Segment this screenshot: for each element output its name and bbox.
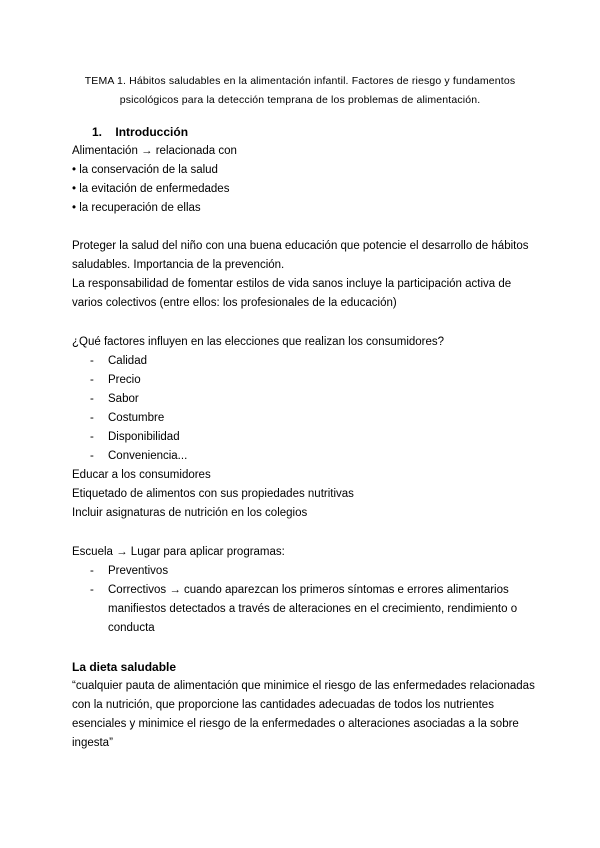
factor-label: Disponibilidad [108, 431, 180, 443]
factor-label: Sabor [108, 393, 139, 405]
document-title [70, 72, 530, 110]
bullet-item: • la conservación de la salud [72, 164, 218, 176]
section-number: 1. [92, 125, 103, 139]
title-line-1: TEMA 1. Hábitos saludables en la alimentación infantil. Factores de riesgo y fundamentos [84, 75, 516, 87]
factor-label: Precio [108, 374, 141, 386]
paragraph-line: saludables. Importancia de la prevención. [72, 259, 285, 271]
school-item-label: Correctivos → cuando aparezcan los primeros síntomas e errores alimentarios [108, 584, 509, 596]
quote-line: “cualquier pauta de alimentación que minimice el riesgo de las enfermedades relacionadas [72, 680, 535, 692]
quote-line: esenciales y minimice el riesgo de la enfermedades o alteraciones asociadas a la sobre [72, 718, 519, 730]
section-heading-introduccion [92, 125, 188, 139]
school-item-label: manifiestos detectados a través de alteraciones en el crecimiento, rendimiento o [108, 603, 518, 615]
section-heading-dieta: La dieta saludable [72, 660, 177, 674]
dash-marker: - [90, 584, 94, 596]
intro-line: Alimentación → relacionada con [72, 145, 237, 157]
dash-marker: - [90, 450, 94, 462]
title-line-2: psicológicos para la detección temprana de los problemas de alimentación. [119, 94, 481, 106]
school-item-label: Preventivos [108, 565, 169, 577]
dash-marker: - [90, 565, 94, 577]
dash-marker: - [90, 355, 94, 367]
action-line: Incluir asignaturas de nutrición en los colegios [72, 507, 308, 519]
factor-label: Costumbre [108, 412, 165, 424]
dash-marker: - [90, 393, 94, 405]
dash-marker: - [90, 431, 94, 443]
factor-label: Conveniencia... [108, 450, 188, 462]
dash-marker: - [90, 374, 94, 386]
bullet-item: • la evitación de enfermedades [72, 183, 230, 195]
question-line: ¿Qué factores influyen en las elecciones que realizan los consumidores? [72, 336, 445, 348]
paragraph-line: Proteger la salud del niño con una buena educación que potencie el desarrollo de hábitos [72, 240, 529, 252]
bullet-item: • la recuperación de ellas [72, 202, 201, 214]
quote-line: ingesta” [72, 737, 113, 749]
section-heading-text: Introducción [115, 125, 189, 139]
action-line: Educar a los consumidores [72, 469, 211, 481]
dash-marker: - [90, 412, 94, 424]
paragraph-line: varios colectivos (entre ellos: los profesionales de la educación) [72, 297, 397, 309]
quote-line: con la nutrición, que proporcione las cantidades adecuadas de todos los nutrientes [72, 699, 494, 711]
school-item-label: conducta [108, 622, 155, 634]
action-line: Etiquetado de alimentos con sus propiedades nutritivas [72, 488, 354, 500]
school-line: Escuela → Lugar para aplicar programas: [72, 546, 285, 558]
paragraph-line: La responsabilidad de fomentar estilos de vida sanos incluye la participación activa de [72, 278, 512, 290]
factor-label: Calidad [108, 355, 147, 367]
